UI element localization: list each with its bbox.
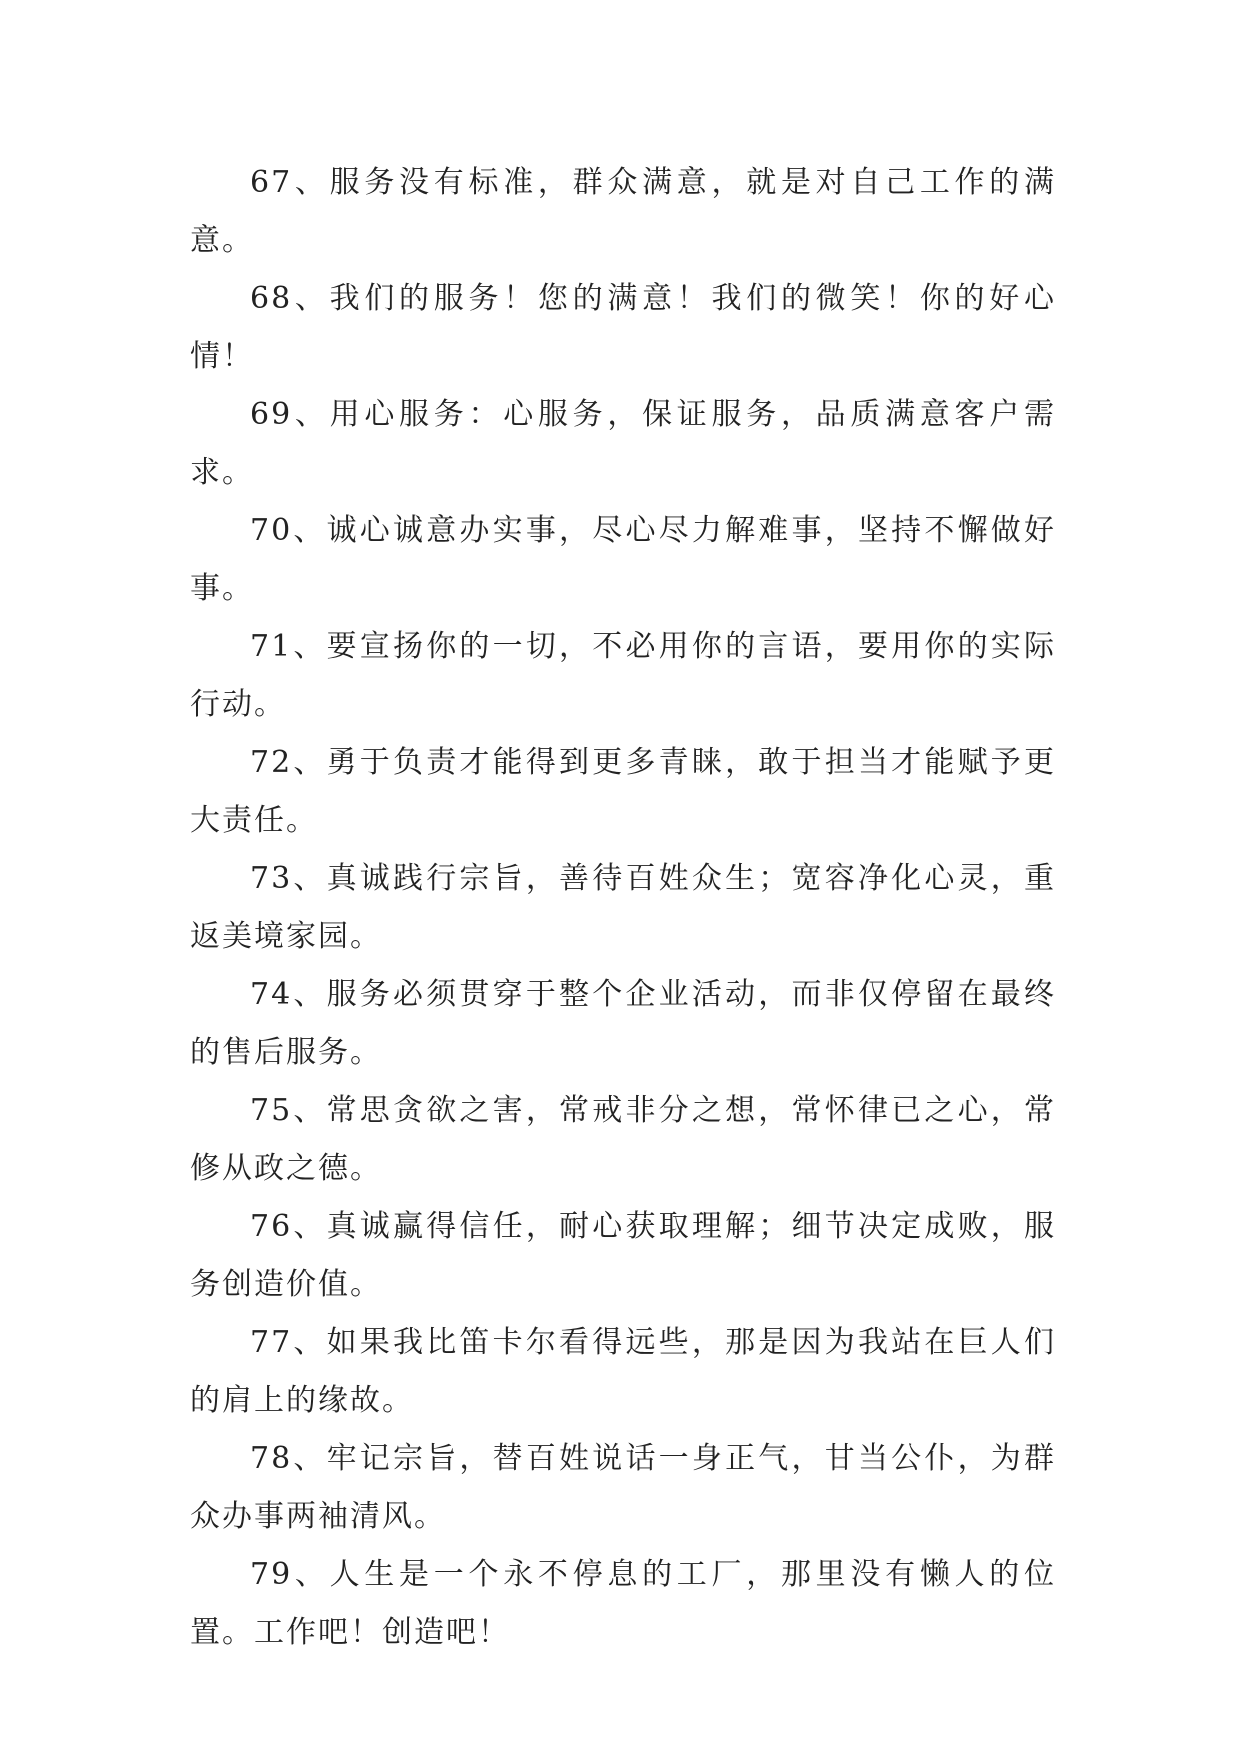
paragraph-77: 77、如果我比笛卡尔看得远些，那是因为我站在巨人们的肩上的缘故。 — [190, 1325, 1056, 1418]
text-column — [190, 154, 1056, 1662]
paragraph-69: 69、用心服务：心服务，保证服务，品质满意客户需求。 — [190, 397, 1056, 490]
paragraph-70: 70、诚心诚意办实事，尽心尽力解难事，坚持不懈做好事。 — [190, 513, 1056, 606]
paragraph-71: 71、要宣扬你的一切，不必用你的言语，要用你的实际行动。 — [190, 629, 1056, 722]
paragraph-74: 74、服务必须贯穿于整个企业活动，而非仅停留在最终的售后服务。 — [190, 977, 1056, 1070]
paragraph-79: 79、人生是一个永不停息的工厂，那里没有懒人的位置。工作吧！创造吧！ — [190, 1557, 1056, 1650]
paragraph-73: 73、真诚践行宗旨，善待百姓众生；宽容净化心灵，重返美境家园。 — [190, 861, 1056, 954]
paragraph-72: 72、勇于负责才能得到更多青睐，敢于担当才能赋予更大责任。 — [190, 745, 1056, 838]
paragraph-67: 67、服务没有标准，群众满意，就是对自己工作的满意。 — [190, 165, 1056, 258]
paragraph-68: 68、我们的服务！您的满意！我们的微笑！你的好心情！ — [190, 281, 1056, 374]
paragraph-78: 78、牢记宗旨，替百姓说话一身正气，甘当公仆，为群众办事两袖清风。 — [190, 1441, 1056, 1534]
paragraph-76: 76、真诚赢得信任，耐心获取理解；细节决定成败，服务创造价值。 — [190, 1209, 1056, 1302]
paragraph-75: 75、常思贪欲之害，常戒非分之想，常怀律已之心，常修从政之德。 — [190, 1093, 1056, 1186]
